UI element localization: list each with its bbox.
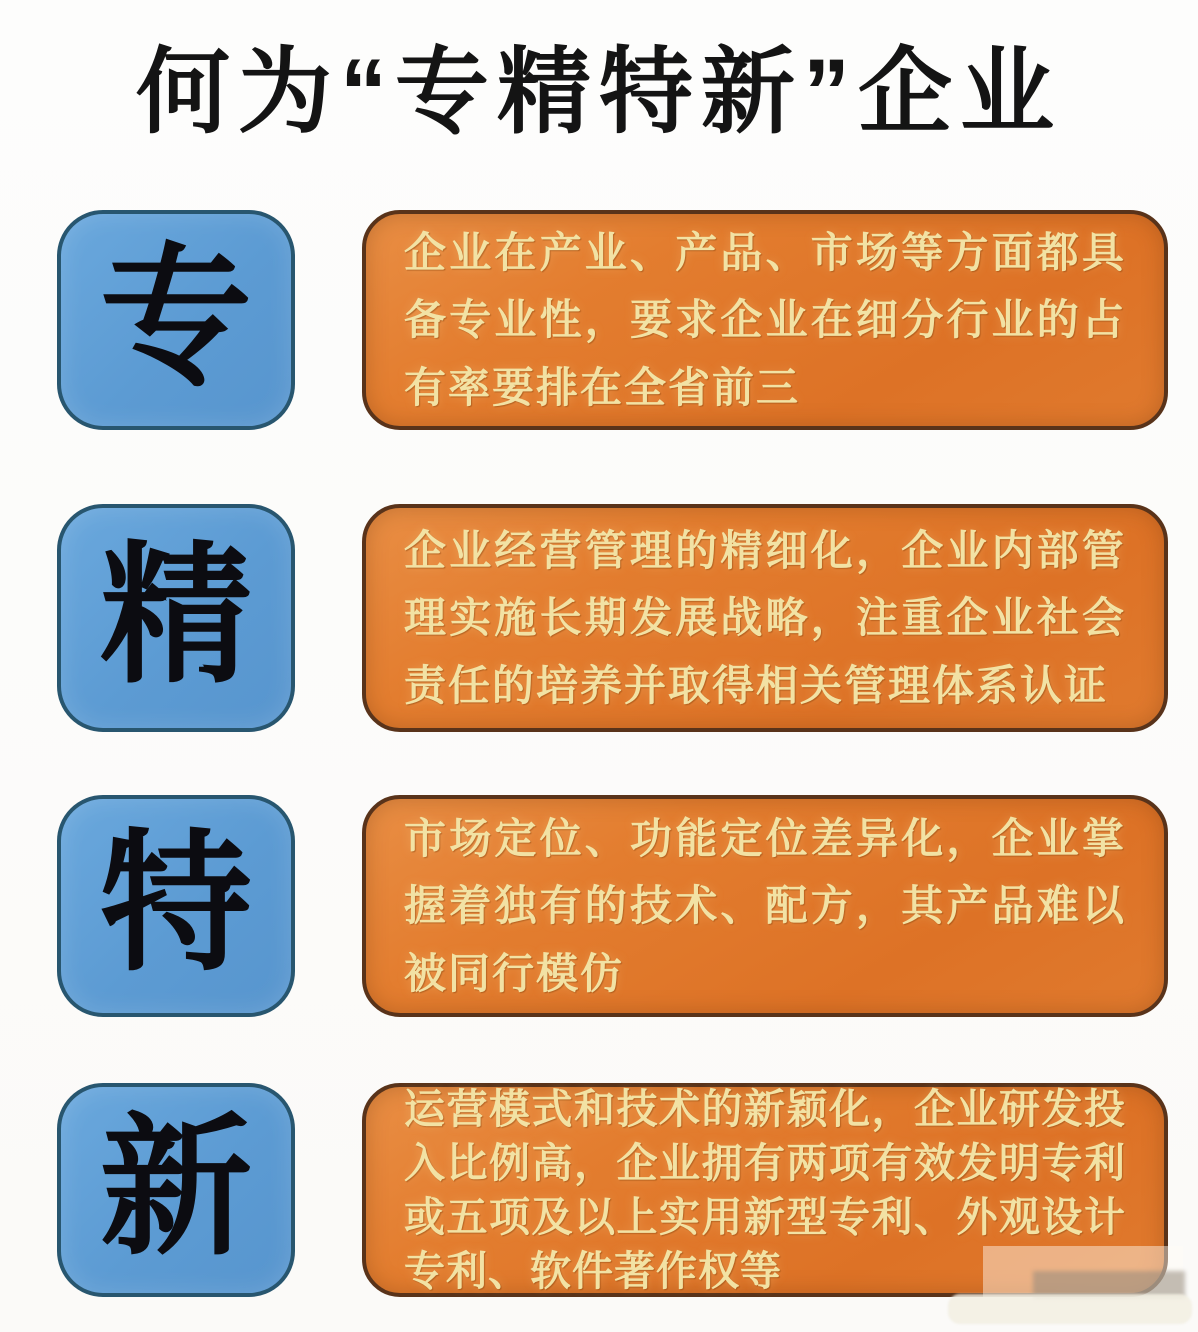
row-zhuan: [0, 210, 1198, 430]
page-title: 何为“专精特新”企业: [135, 39, 1062, 144]
row-te: [0, 795, 1198, 1017]
badge-char-te: 特: [100, 819, 252, 989]
row-jing: [0, 504, 1198, 732]
watermark-artifact-blob: [948, 1294, 1192, 1324]
panel-text-xin: 运营模式和技术的新颖化，企业研发投入比例高，企业拥有两项有效发明专利或五项及以上实用新型专利、外观设计专利、软件著作权等: [404, 1085, 1126, 1295]
panel-text-jing: 企业经营管理的精细化，企业内部管理实施长期发展战略，注重企业社会责任的培养并取得相关管理体系认证: [404, 527, 1126, 709]
badge-jing: [57, 504, 295, 732]
panel-text-zhuan: 企业在产业、产品、市场等方面都具备专业性，要求企业在细分行业的占有率要排在全省前三: [404, 229, 1126, 411]
badge-xin: [57, 1083, 295, 1297]
badge-char-zhuan: 专: [100, 233, 252, 403]
badge-te: [57, 795, 295, 1017]
panel-jing: [362, 504, 1168, 732]
panel-te: [362, 795, 1168, 1017]
badge-zhuan: [57, 210, 295, 430]
panel-text-te: 市场定位、功能定位差异化，企业掌握着独有的技术、配方，其产品难以被同行模仿: [404, 815, 1126, 997]
badge-char-xin: 新: [100, 1103, 252, 1273]
badge-char-jing: 精: [100, 531, 252, 701]
panel-zhuan: [362, 210, 1168, 430]
